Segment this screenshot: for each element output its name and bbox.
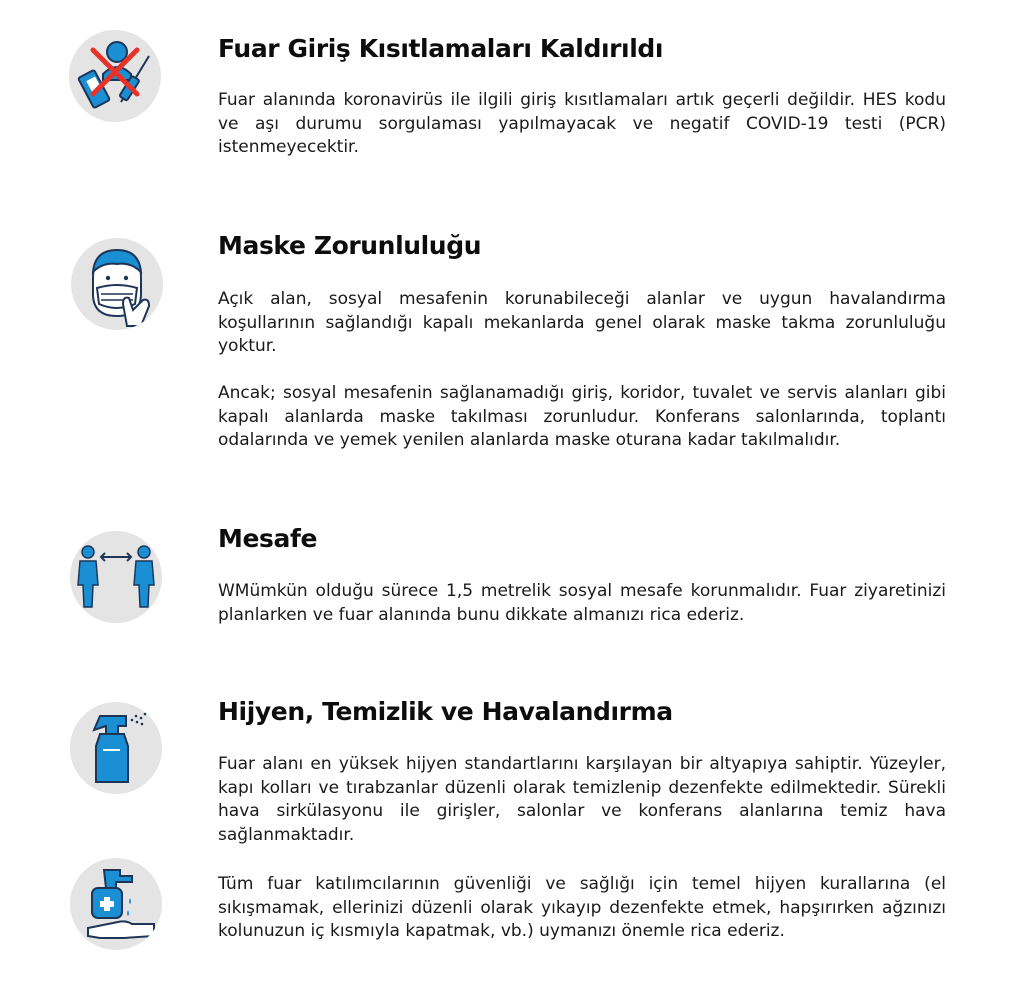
section-title-distance: Mesafe: [218, 524, 318, 553]
section-text-entry: Fuar alanında koronavirüs ile ilgili giriş kısıtlamaları artık geçerli değildir. HES kodu ve aşı durumu sorgulaması yapılmayacak ve negatif COVID-19 testi (PCR) istenmeyecektir.: [218, 90, 946, 157]
social-distance-icon: [70, 531, 162, 623]
section-text-handshake: Tüm fuar katılımcılarının güvenliği ve sağlığı için temel hijyen kurallarına (el sıkışmamak, ellerinizi düzenli olarak yıkayıp dezenfekte etmek, hapşırırken ağzınızı kolunuzun iç kısmıyla kapatmak, vb.) uymanızı önemle rica ederiz.: [218, 874, 946, 941]
section-title-entry: Fuar Giriş Kısıtlamaları Kaldırıldı: [218, 34, 664, 63]
section-text-mask-2: Ancak; sosyal mesafenin sağlanamadığı giriş, koridor, tuvalet ve servis alanları gibi kapalı alanlarda maske takılması zorunludur. Konferans salonlarında, toplantı odalarında ve yemek yenilen alanlarda maske oturana kadar takılmalıdır.: [218, 383, 946, 450]
face-mask-icon: [71, 238, 163, 330]
section-text-mask-1: Açık alan, sosyal mesafenin korunabileceği alanlar ve uygun havalandırma koşullarının sağlandığı kapalı mekanlarda genel olarak maske takma zorunluluğu yoktur.: [218, 289, 946, 356]
section-title-mask: Maske Zorunluluğu: [218, 231, 482, 260]
disinfectant-spray-icon: [70, 702, 162, 794]
section-text-hygiene: Fuar alanı en yüksek hijyen standartlarını karşılayan bir altyapıya sahiptir. Yüzeyler, kapı kolları ve tırabzanlar düzenli olarak temizlenip dezenfekte edilmektedir. Sürekli hava sirkülasyonu ile girişler, salonlar ve konferans alanlarına temiz hava sağlanmaktadır.: [218, 754, 946, 845]
section-text-distance: WMümkün olduğu sürece 1,5 metrelik sosyal mesafe korunmalıdır. Fuar ziyaretinizi planlarken ve fuar alanında bunu dikkate almanızı rica ederiz.: [218, 581, 946, 625]
hand-sanitizer-icon: [70, 858, 162, 950]
no-vaccine-certificate-icon: [69, 30, 161, 122]
section-title-hygiene: Hijyen, Temizlik ve Havalandırma: [218, 697, 673, 726]
